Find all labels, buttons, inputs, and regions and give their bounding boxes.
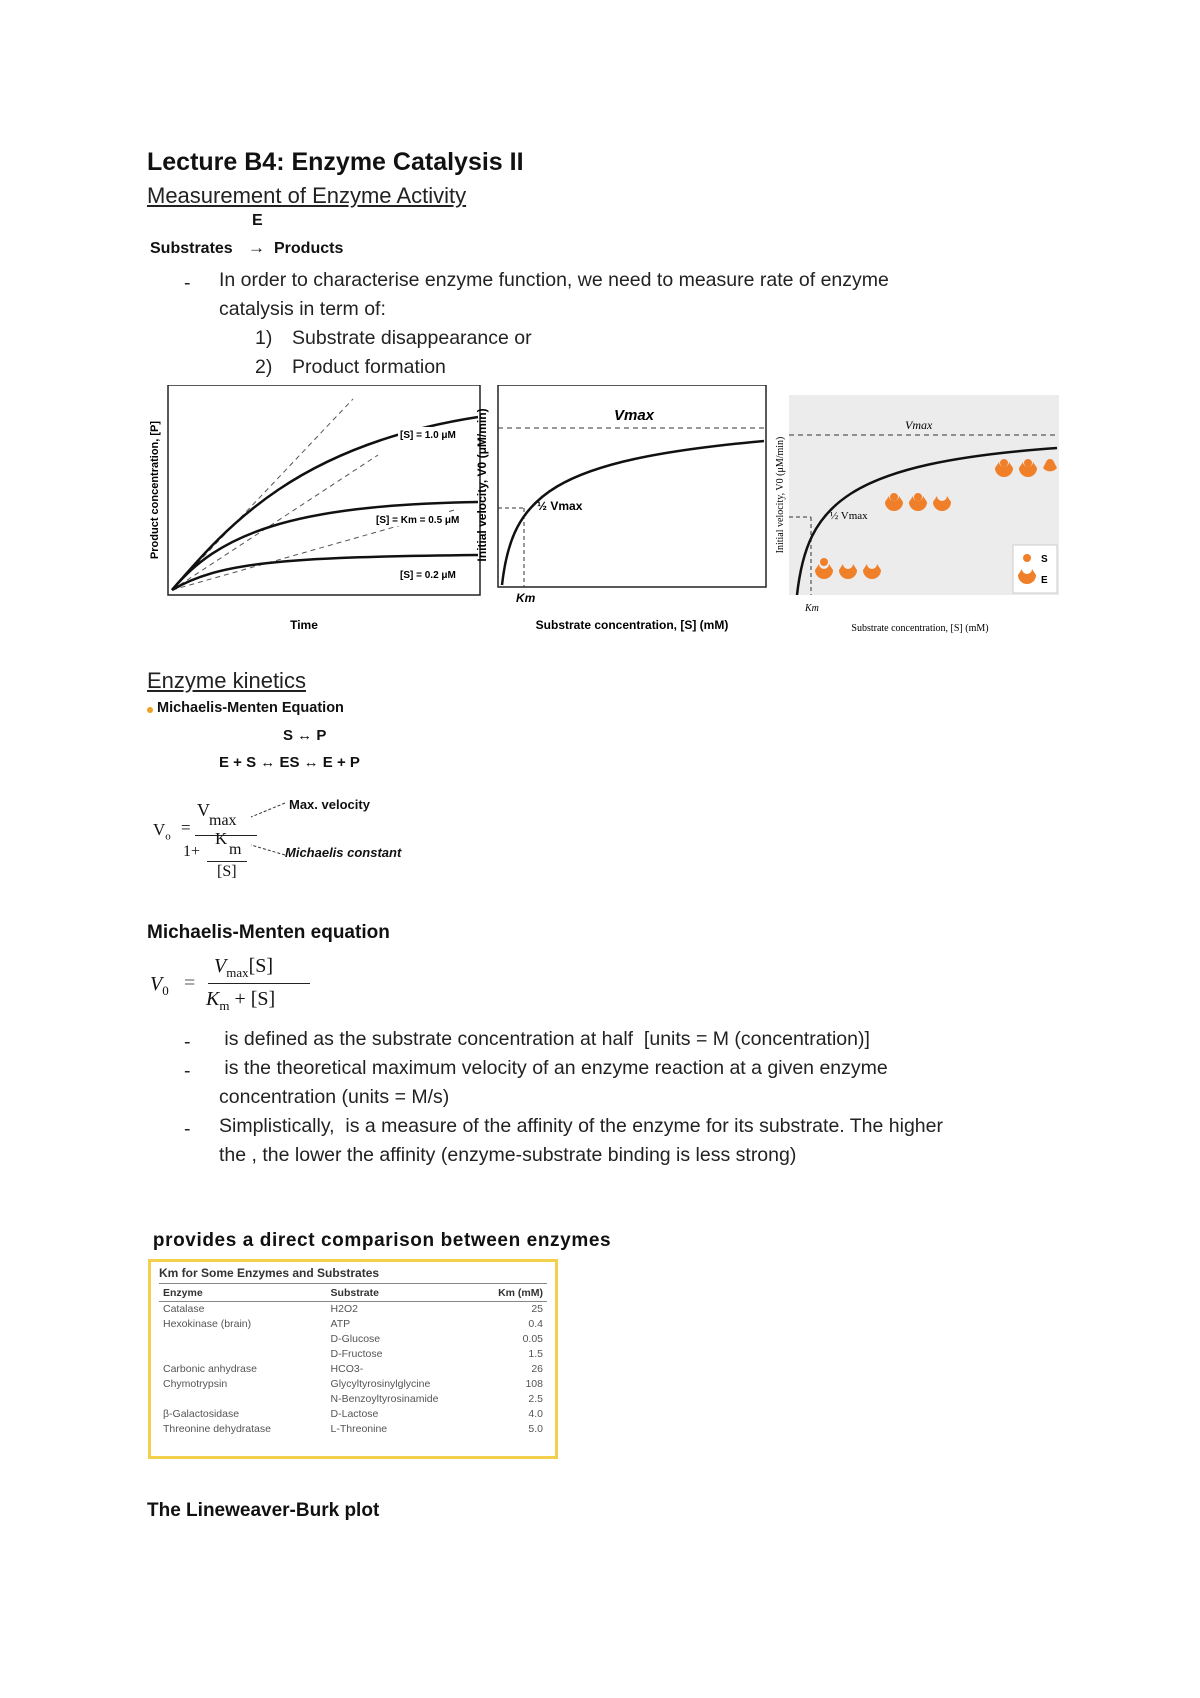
table-row: Carbonic anhydrase HCO3- 26 <box>163 1363 543 1375</box>
eq-numerator: $V_{max}[S]$ <box>214 955 274 980</box>
section-heading-mm-equation: Michaelis-Menten equation <box>147 922 390 943</box>
mm-box-line2: E + S ↔ ES ↔ E + P <box>219 754 360 771</box>
mm-bullet-dash-1: - <box>184 1031 191 1053</box>
km-table <box>159 1286 547 1437</box>
km-table-figure <box>148 1259 558 1459</box>
section-heading-comparison: provides a direct comparison between enzymes <box>147 1230 612 1251</box>
table-row: Catalase H2O2 25 <box>163 1303 543 1315</box>
fig1-tangent-1 <box>172 399 353 590</box>
km-table-header-substrate: Substrate <box>330 1287 379 1299</box>
eq-lhs: $V_0$ <box>150 973 169 998</box>
bullet-dash: - <box>184 272 191 294</box>
fig2-curve <box>502 441 764 585</box>
fig1-ylabel: Product concentration, [P] <box>149 420 161 560</box>
mm-km-sub: m <box>229 841 242 858</box>
reaction-enzyme: E <box>252 212 263 229</box>
section-heading-measurement: Measurement of Enzyme Activity <box>147 183 467 208</box>
table-row: D-Glucose 0.05 <box>330 1333 543 1345</box>
table-row: N-Benzoyltyrosinamide 2.5 <box>330 1393 543 1405</box>
fig3-legend-e: E <box>1041 575 1048 586</box>
list-num-1: 1) <box>255 327 273 349</box>
eq-denominator: $K_m + [S]$ <box>206 988 276 1013</box>
bullet-text: In order to characterise enzyme function, we need to measure rate of enzyme <box>219 269 889 291</box>
km-table-header-enzyme: Enzyme <box>163 1287 203 1299</box>
fig1-label-low: [S] = 0.2 μM <box>400 570 456 581</box>
mm-v0: $V_o$ <box>153 820 171 843</box>
km-table-header-km: Km (mM) <box>498 1287 543 1299</box>
mm-label-km: Michaelis constant <box>285 845 402 860</box>
mm-pointer-arrows <box>247 795 287 885</box>
reaction-arrow: → <box>248 238 265 257</box>
table-row: Threonine dehydratase L-Threonine 5.0 <box>163 1423 543 1435</box>
mm-bullet-2-cont: concentration (units = M/s) <box>219 1086 450 1108</box>
list-item-2: Product formation <box>292 356 446 378</box>
table-row: β-Galactosidase D-Lactose 4.0 <box>163 1408 543 1420</box>
fig1-label-mid: [S] = Km = 0.5 μM <box>376 515 460 526</box>
table-row: Chymotrypsin Glycyltyrosinylglycine 108 <box>163 1378 543 1390</box>
fig2-ylabel: Initial velocity, V0 (μM/min) <box>475 408 489 562</box>
michaelis-menten-box <box>147 700 417 885</box>
mm-bullet-3-cont: the , the lower the affinity (enzyme-substrate binding is less strong) <box>219 1144 797 1166</box>
fig1-tangent-2 <box>172 455 378 590</box>
fig2-km-label: Km <box>516 591 536 605</box>
mm-numerator-sub: max <box>209 812 237 829</box>
mm-km-top: K <box>215 829 228 848</box>
fig3-legend-substrate-icon <box>1023 554 1031 562</box>
mm-bullet-dash-2: - <box>184 1060 191 1082</box>
section-heading-lineweaver-burk: The Lineweaver-Burk plot <box>147 1500 380 1521</box>
fig1-xlabel: Time <box>290 618 318 632</box>
bullet-text-cont: catalysis in term of: <box>219 298 386 320</box>
figure-saturation-illustration <box>775 395 1060 635</box>
mm-inner-bar <box>207 861 247 862</box>
fig3-legend-s: S <box>1041 554 1048 565</box>
mm-box-line1: S ↔ P <box>283 727 327 744</box>
mm-equation <box>150 950 310 1020</box>
fig3-km-label: Km <box>805 603 819 614</box>
fig3-ylabel: Initial velocity, V0 (μM/min) <box>775 436 786 554</box>
table-row: Hexokinase (brain) ATP 0.4 <box>163 1318 543 1330</box>
fig2-vmax-label: Vmax <box>614 407 655 424</box>
figure-velocity-vs-substrate <box>472 385 772 635</box>
reaction-substrates: Substrates <box>150 240 233 257</box>
reaction-products: Products <box>274 240 344 257</box>
mm-numerator: V <box>197 800 210 820</box>
reaction-diagram <box>150 210 370 265</box>
eq-fraction-bar <box>208 983 310 984</box>
mm-s: [S] <box>217 863 237 880</box>
fig2-half-vmax-label: ½ Vmax <box>537 499 583 513</box>
fig3-half-vmax-label: ½ Vmax <box>830 510 868 522</box>
fig3-legend <box>1013 545 1057 593</box>
mm-label-vmax: Max. velocity <box>289 797 370 812</box>
mm-one-plus: 1+ <box>183 843 201 860</box>
section-heading-kinetics: Enzyme kinetics <box>147 668 306 693</box>
bullet-dot-icon <box>147 707 153 713</box>
mm-bullet-dash-3: - <box>184 1118 191 1140</box>
mm-box-title: Michaelis-Menten Equation <box>157 700 344 716</box>
page-title: Lecture B4: Enzyme Catalysis II <box>147 148 524 176</box>
list-num-2: 2) <box>255 356 273 378</box>
fig2-xlabel: Substrate concentration, [S] (mM) <box>535 618 729 632</box>
fig3-xlabel: Substrate concentration, [S] (mM) <box>851 623 989 634</box>
list-item-1: Substrate disappearance or <box>292 327 532 349</box>
fig3-vmax-label: Vmax <box>905 418 933 432</box>
km-table-title: Km for Some Enzymes and Substrates <box>159 1266 547 1284</box>
eq-equals: = <box>184 972 196 994</box>
mm-equals: = <box>181 818 191 837</box>
mm-bullet-1: is defined as the substrate concentration at half [units = M (concentration)] <box>219 1028 870 1050</box>
figure-product-vs-time <box>148 385 488 635</box>
table-row: D-Fructose 1.5 <box>330 1348 543 1360</box>
mm-bullet-2: is the theoretical maximum velocity of an enzyme reaction at a given enzyme <box>219 1057 888 1079</box>
mm-bullet-3: Simplistically, is a measure of the affinity of the enzyme for its substrate. The higher <box>219 1115 943 1137</box>
fig1-label-high: [S] = 1.0 μM <box>400 430 456 441</box>
